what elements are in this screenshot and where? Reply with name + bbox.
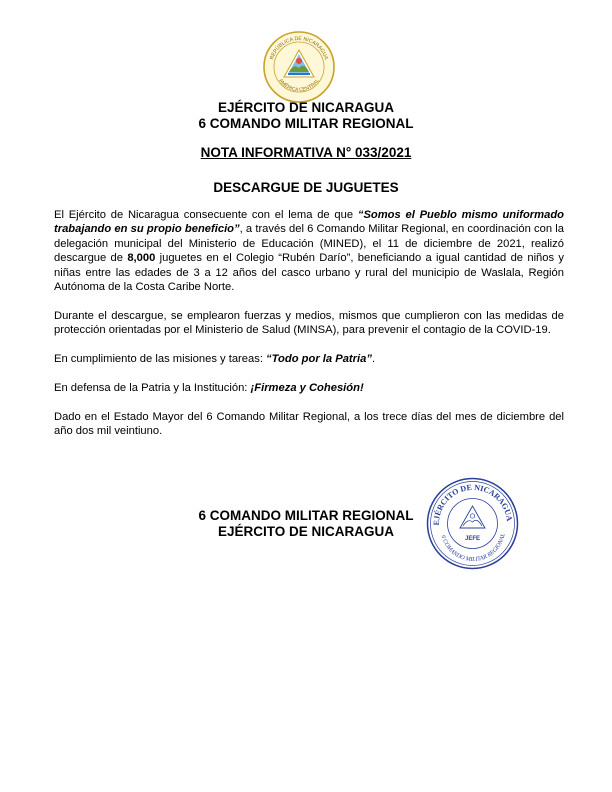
paragraph-4 — [54, 381, 564, 395]
subject-block — [0, 180, 612, 196]
p4-text-a: En defensa de la Patria y la Institución: — [54, 381, 251, 394]
mission-slogan: “Todo por la Patria” — [266, 353, 372, 366]
unit-name: 6 COMANDO MILITAR REGIONAL — [198, 116, 414, 131]
army-slogan: “Somos el Pueblo mismo uniformado trabajando en su propio beneficio” — [54, 209, 564, 236]
p3-text-a: En cumplimiento de las misiones y tareas: — [54, 353, 267, 366]
paragraph-5: Dado en el Estado Mayor del 6 Comando Militar Regional, a los trece días del mes de diciembre del año dos mil veintiuno. — [54, 410, 564, 438]
header-block — [0, 100, 612, 132]
note-number: NOTA INFORMATIVA N° 033/2021 — [200, 145, 412, 160]
toy-amount: 8,000 — [127, 252, 156, 265]
official-seal-stamp-icon — [425, 476, 520, 571]
svg-text:AMÉRICA CENTRAL: AMÉRICA CENTRAL — [277, 77, 321, 94]
svg-text:EJÉRCITO DE NICARAGUA: EJÉRCITO DE NICARAGUA — [431, 482, 515, 526]
subject-title: DESCARGUE DE JUGUETES — [213, 180, 399, 195]
svg-text:6 COMANDO MILITAR REGIONAL: 6 COMANDO MILITAR REGIONAL — [439, 532, 507, 564]
motto: ¡Firmeza y Cohesión! — [250, 381, 364, 394]
p3-text-b: . — [371, 353, 376, 366]
svg-text:JEFE: JEFE — [464, 536, 481, 542]
body — [54, 208, 564, 453]
paragraph-3 — [54, 352, 564, 366]
p1-text-c: juguetes en el Colegio “Rubén Darío”, beneficiando a igual cantidad de niños y niñas entre las edades de 3 a 12 años del casco urbano y rural del municipio de Waslala, Región Autónoma de la Costa Caribe Norte. — [54, 252, 564, 294]
org-name: EJÉRCITO DE NICARAGUA — [217, 100, 395, 115]
paragraph-1 — [54, 208, 564, 294]
signature-block — [0, 508, 612, 540]
p1-text-a: El Ejército de Nicaragua consecuente con el lema de que — [54, 209, 358, 221]
svg-text:REPÚBLICA DE NICARAGUA: REPÚBLICA DE NICARAGUA — [269, 35, 329, 61]
p1-text-b: , a través del 6 Comando Militar Regional, en coordinación con la delegación municipal del Ministerio de Educación (MINED), el 11 de diciembre de 2021, realizó descargue de — [54, 223, 565, 265]
signature-unit: 6 COMANDO MILITAR REGIONAL — [198, 508, 414, 523]
signature-org: EJÉRCITO DE NICARAGUA — [217, 524, 395, 539]
note-number-block — [0, 145, 612, 161]
paragraph-2: Durante el descargue, se emplearon fuerzas y medios, mismos que cumplieron con las medidas de protección orientadas por el Ministerio de Salud (MINSA), para prevenir el contagio de la COVID-19. — [54, 309, 564, 337]
coat-of-arms-icon — [262, 30, 336, 104]
